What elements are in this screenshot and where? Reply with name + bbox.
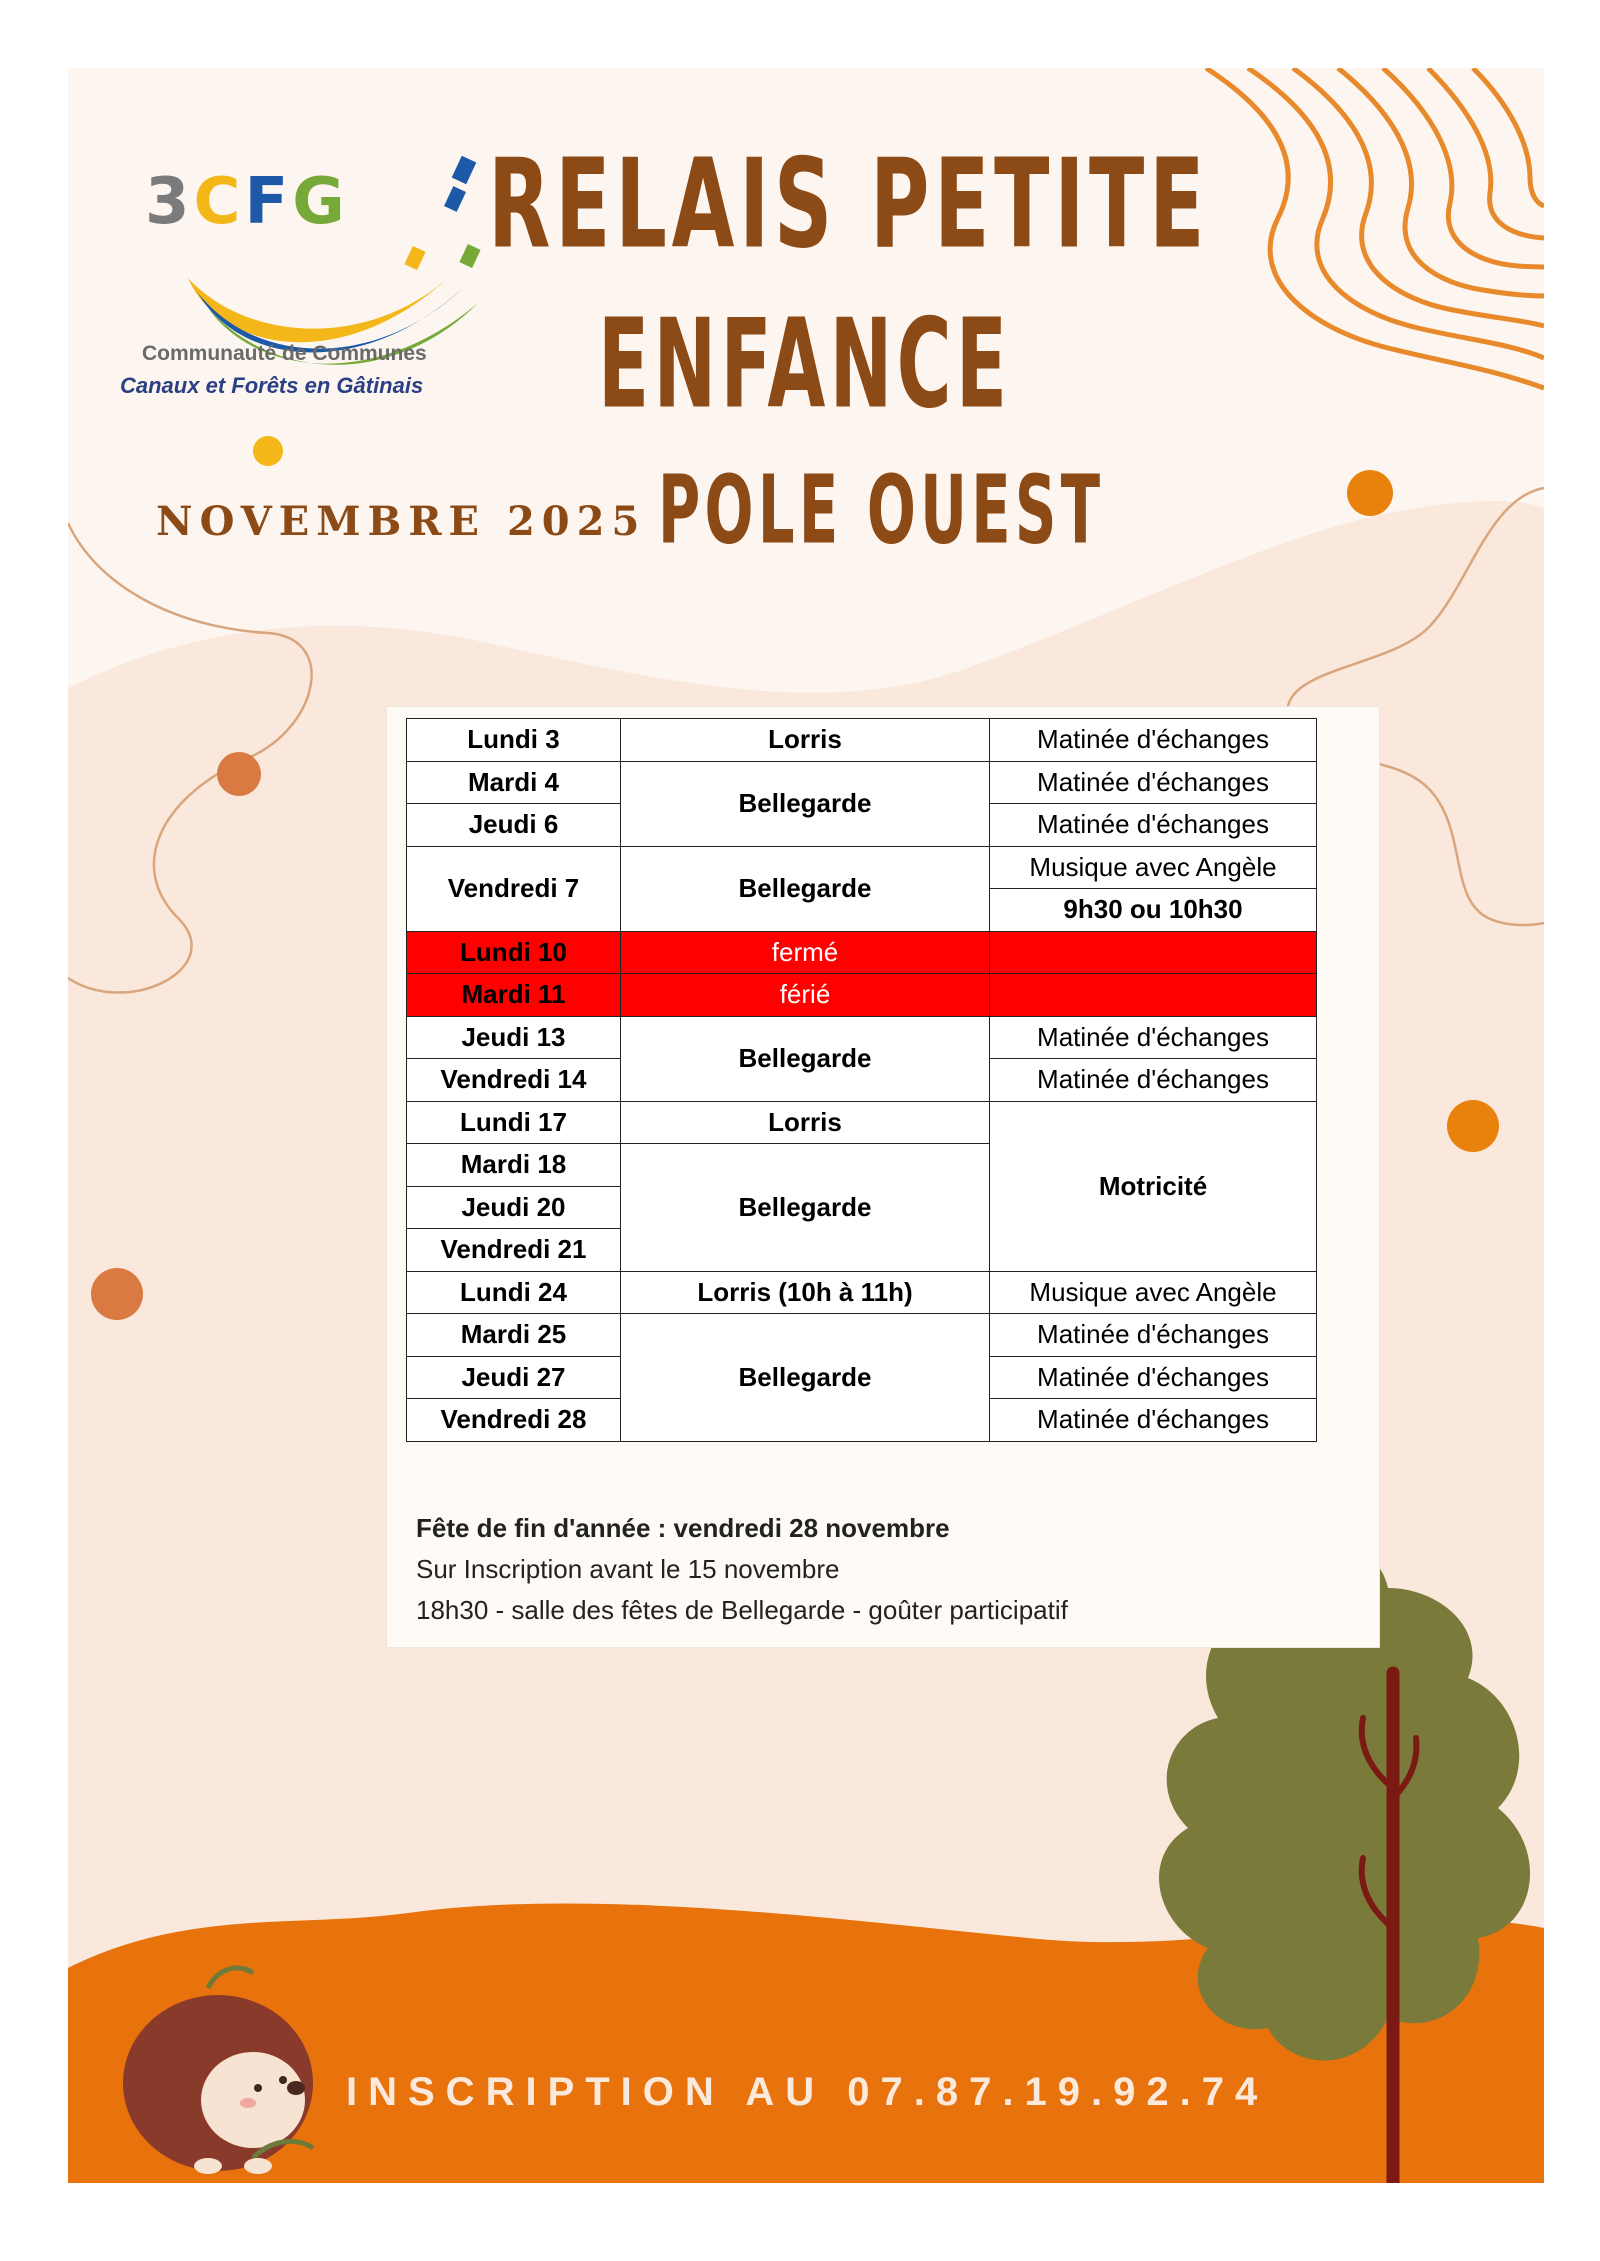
event-title: Fête de fin d'année : vendredi 28 novembre bbox=[416, 1513, 950, 1543]
day-cell: Vendredi 14 bbox=[407, 1059, 621, 1102]
title-line2: ENFANCE bbox=[598, 292, 1012, 436]
activity-cell: Matinée d'échanges bbox=[990, 1059, 1317, 1102]
schedule-table bbox=[406, 718, 1317, 1442]
event-notes bbox=[416, 1508, 1068, 1631]
closed-cell: fermé bbox=[621, 931, 990, 974]
day-cell: Jeudi 27 bbox=[407, 1356, 621, 1399]
table-row bbox=[407, 719, 1317, 762]
day-cell: Vendredi 21 bbox=[407, 1229, 621, 1272]
month-label: NOVEMBRE 2025 bbox=[156, 498, 647, 545]
closed-cell: férié bbox=[621, 974, 990, 1017]
activity-cell: Matinée d'échanges bbox=[990, 1356, 1317, 1399]
activity-cell-empty bbox=[990, 974, 1317, 1017]
activity-cell: Matinée d'échanges bbox=[990, 1399, 1317, 1442]
activity-cell-empty bbox=[990, 931, 1317, 974]
activity-cell: Motricité bbox=[990, 1101, 1317, 1271]
day-cell: Mardi 18 bbox=[407, 1144, 621, 1187]
place-cell: Bellegarde bbox=[621, 761, 990, 846]
activity-cell: Matinée d'échanges bbox=[990, 1016, 1317, 1059]
event-details: 18h30 - salle des fêtes de Bellegarde - goûter participatif bbox=[416, 1595, 1068, 1625]
place-cell: Lorris bbox=[621, 1101, 990, 1144]
day-cell: Jeudi 13 bbox=[407, 1016, 621, 1059]
day-cell: Lundi 24 bbox=[407, 1271, 621, 1314]
title-line3: POLE OUEST bbox=[658, 455, 1105, 565]
table-row bbox=[407, 761, 1317, 804]
place-cell: Bellegarde bbox=[621, 1314, 990, 1442]
table-row bbox=[407, 1314, 1317, 1357]
activity-cell: Matinée d'échanges bbox=[990, 1314, 1317, 1357]
title-line1: RELAIS PETITE bbox=[488, 132, 1210, 276]
activity-cell: Matinée d'échanges bbox=[990, 719, 1317, 762]
place-cell: Bellegarde bbox=[621, 1016, 990, 1101]
event-registration: Sur Inscription avant le 15 novembre bbox=[416, 1554, 840, 1584]
day-cell: Mardi 25 bbox=[407, 1314, 621, 1357]
table-row-closed bbox=[407, 974, 1317, 1017]
table-row bbox=[407, 846, 1317, 889]
table-row-closed bbox=[407, 931, 1317, 974]
activity-time-cell: 9h30 ou 10h30 bbox=[990, 889, 1317, 932]
day-cell: Lundi 3 bbox=[407, 719, 621, 762]
day-cell: Lundi 10 bbox=[407, 931, 621, 974]
place-cell: Lorris bbox=[621, 719, 990, 762]
table-row bbox=[407, 1271, 1317, 1314]
day-cell: Jeudi 20 bbox=[407, 1186, 621, 1229]
place-cell: Bellegarde bbox=[621, 1144, 990, 1272]
logo-line2: Canaux et Forêts en Gâtinais bbox=[120, 373, 424, 398]
day-cell: Vendredi 28 bbox=[407, 1399, 621, 1442]
activity-cell: Matinée d'échanges bbox=[990, 804, 1317, 847]
day-cell: Lundi 17 bbox=[407, 1101, 621, 1144]
activity-cell: Musique avec Angèle bbox=[990, 1271, 1317, 1314]
day-cell: Mardi 11 bbox=[407, 974, 621, 1017]
inscription-phone: INSCRIPTION AU 07.87.19.92.74 bbox=[346, 2070, 1269, 2114]
logo-line1: Communauté de Communes bbox=[142, 342, 427, 365]
activity-cell: Musique avec Angèle bbox=[990, 846, 1317, 889]
logo-mark: 3CFG bbox=[145, 165, 349, 239]
table-row bbox=[407, 1016, 1317, 1059]
day-cell: Jeudi 6 bbox=[407, 804, 621, 847]
table-row bbox=[407, 1101, 1317, 1144]
activity-cell: Matinée d'échanges bbox=[990, 761, 1317, 804]
place-cell: Bellegarde bbox=[621, 846, 990, 931]
day-cell: Mardi 4 bbox=[407, 761, 621, 804]
place-cell: Lorris (10h à 11h) bbox=[621, 1271, 990, 1314]
day-cell: Vendredi 7 bbox=[407, 846, 621, 931]
